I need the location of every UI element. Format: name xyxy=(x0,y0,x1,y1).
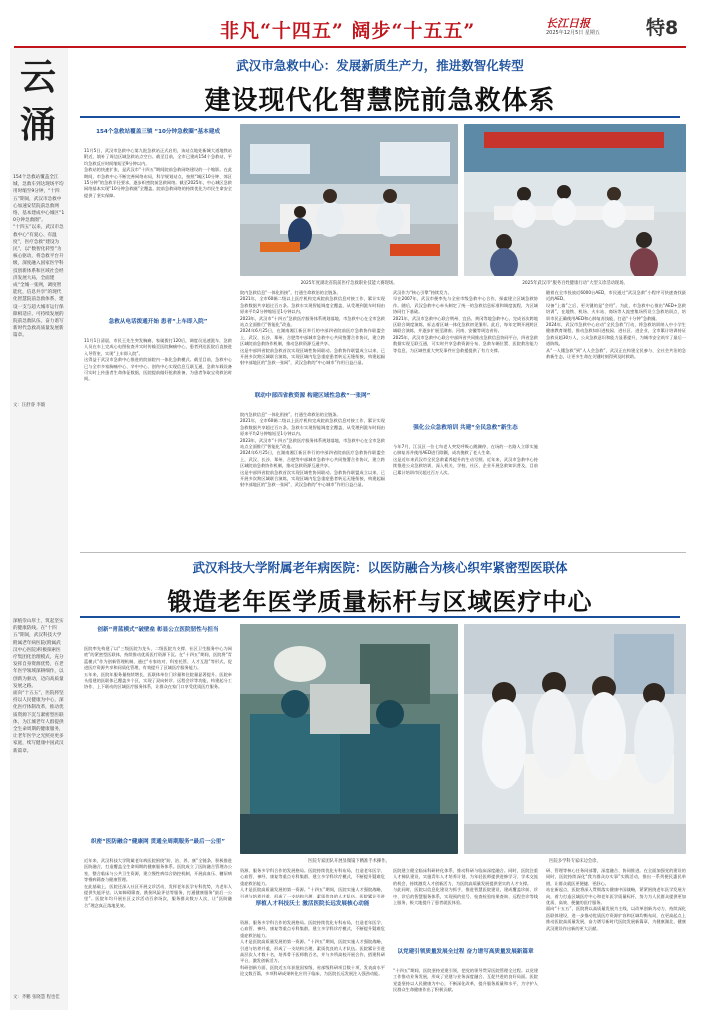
article1-photo-2-caption: 2025年武汉市“服务百姓健康行动”大型义诊活动现场。 xyxy=(522,281,628,286)
article1-headline: 建设现代化智慧院前急救体系 xyxy=(204,86,556,116)
article1-kicker: 武汉市急救中心：发展新质生产力，推进数智化转型 xyxy=(236,58,524,73)
article2-subhead-4: 以党建引领质量发展全过程 奋力谱写高质量发展新篇章 xyxy=(397,949,534,955)
article2-subhead-3: 厚植人才科技沃土 激活医院长远发展核心动能 xyxy=(255,901,370,907)
header-divider xyxy=(14,46,686,48)
article1-photo-1 xyxy=(240,124,458,276)
article2-photo-1-caption: 医院专家团队开展显微镜下精准手术操作。 xyxy=(308,859,390,864)
article2-col3-text: 医院建立健全临床科研转化体系，推动科研与临床深度融合。同时，医院注重人才梯队建设，实施青年人才培养计划，为年轻医师提供进修学习、学术交流的机会，持续激发人才创新活力，为医院高质量发展提供坚实的人才支撑。 与此同时，医院以信息化建设为抓手，推进智慧医院建设，建成覆盖诊前、诊中、诊后的智慧服务体系，实现预约挂号、检查检验结果查询、远程会诊等线上服务，极大地提升了患者就医体验。 xyxy=(393,868,538,906)
article1-col4-text: 随着在全市投放近6000台AED，市民通过“武汉急救”小程序可快速查找最近的AED。 设备“上墙”之后，更关键的是“会用”。为此，市急救中心推出“AED+急救培训”，在地铁、机场、火车站、商场等人流密集场所设立急救培训点，培训市民正确使用AED和心肺复苏技能，打造“十分钟”急救圈。 2024年，武汉市急救中心启动“全民急救”行动，将急救培训纳入中小学生健康教育课程，推动急救知识进校园、进社区、进企业，全市累计培训持证急救员超30万人，公众急救意识和能力显著提升，为城市安全筑牢了最后一道防线。 从“一人懂急救”到“人人会急救”，武汉正在构建全民参与、全社会共治的急救新生态，让更多生命在关键时刻得到及时救助。 xyxy=(546,290,686,360)
column-logo-char-2: 涌 xyxy=(19,104,56,146)
column-byline-2: 文：齐鹏 张晓慧 程也佳 xyxy=(13,995,60,1000)
column-byline-1: 文：汪舒睿 李璇 xyxy=(13,403,46,408)
article1-subhead-4: 强化公众急救培训 共建“全民急救”新生态 xyxy=(413,425,518,431)
article2-col3-text-b: “十四五”期间，医院坚持党建引领，把党的领导贯穿医院管理全过程。以党建工作推动业务发展，形成了党建与业务深度融合、互促共进的良好局面。医院党委坚持以人民健康为中心，不断深化改革，提升服务质量和水平，为守护人民群众生命健康作出了积极贡献。 xyxy=(393,968,538,993)
column-text-2: 深植崇山厚土，筑起坚实的健康防线。在“十四五”期间，武汉科技大学附属老年病医院(附属武汉中心医院)积极探索医疗集团化治理模式，充分发挥自身资源优势，在老年医学领域深耕细作，以创新为驱动，迈向高质量发展之路。 面向“十五五”，医院将坚持以人民健康为中心，深化医疗体制改革，推动优质资源下沉与紧密型医联体，为江城老年人群提供全生命周期的健康服务，让老年医学之光照亮更多家庭，续写健康中国武汉新篇章。 xyxy=(13,619,64,754)
article1-photo-1-caption: 2025年度湖北省院前医疗急救职业技能大赛现场。 xyxy=(300,281,398,286)
article2-col2-text-top: 资源、服务多学科合作的发展格局。医院持续优化专科布局，打造老年医学、心血管、神经、康复等重点专科集群，建立多学科诊疗模式，不断提升疑难危重症救治能力。 人才是医院高质量发展的第一资源。“十四五”期间，医院实施人才强院战略，引进与培养并重，形成了一支结构合理、素质优良的人才队伍。医院累计引进 xyxy=(240,868,385,898)
section-title: 非凡“十四五” 阔步“十五五” xyxy=(220,20,476,42)
column-text-1: 154个急救站覆盖全江城，急救车到达现场平均用时缩至9分钟，“十四五”期间，武汉市急救中心加速安装院前急救网络，基本建成中心城区“10分钟急救圈”。 “十四五”以来，武汉市急救中心“有爱心、有温度”，医疗急救“建设为民”，以“数智化转型”为核心驱动，将急救平台升级，深度融入国家医学科技创新体系和区域社会经济发展大局，全面建成“全城一张网，调度智能化，信息共享”的现代化智慧院前急救体系，建设一支与超大城市运行保障相适应、可持续发展的院前急救队伍。奋力谱写新时代急救高质量发展新篇章。 xyxy=(13,175,65,339)
article2-kicker: 武汉科技大学附属老年病医院：以医防融合为核心织牢紧密型医联体 xyxy=(192,560,568,575)
page-number: 特8 xyxy=(646,17,679,39)
article2-subhead-1: 创新“青蓝模式”破壁垒 彰显公立医院韧性与担当 xyxy=(97,627,219,633)
article2-col2-text: 资源、服务多学科合作的发展格局。医院持续优化专科布局，打造老年医学、心血管、神经、康复等重点专科集群，建立多学科诊疗模式，不断提升疑难危重症救治能力。 人才是医院高质量发展的第一资源。“十四五”期间，医院实施人才强院战略，引进与培养并重，形成了一支结构合理、素质优良的人才队伍。医院累计引进高层次人才数十名，培养骨干医师数百名，并与多所高校开展合作，搭建科研平台，激发创新活力。 科研创新方面，医院近五年获批国家级、省部级科研项目数十项，发表高水平论文数百篇，多项科研成果转化应用于临床，为医院长远发展注入强劲动能。 xyxy=(240,920,385,977)
newspaper-logo: 长江日报 xyxy=(546,17,590,30)
article1-subhead-2: 急救从电话拨通开始 患者“上车即入院” xyxy=(108,319,208,325)
article2-headline: 锻造老年医学质量标杆与区域医疗中心 xyxy=(167,588,593,616)
article2-photo-2 xyxy=(464,624,686,854)
article1-col2-text-b: 院内急救信息“一体化衔接”，打通生命救治的全链条。 2021年，全市60辆二级以上医疗机构完成院前急救信息对接工作，累计实现急救数据共享超过百万条。急救车实现智能调度全覆盖，从受理到派车时间由原来平均2分钟缩短至1分钟以内。 2023年，武汉市“十四五”急救医疗服务体系规划落地，市急救中心在全市急救站点全面推行“智能化”改造。 2024年6月25日，在湖南湘江新区举行的中部四省院前医疗急救协作联盟会上，武汉、长沙、郑州、合肥等中部城市急救中心共同签署合作协议，建立跨区域院前急救协作机制，推动急救资源互通共享。 这是中部四省院前急救首次实现区域性协同联动。急救协作联盟成立以来，已开展多次跨区域联合演练，实现区域内危急重症患者转运无缝衔接，构建起辐射中部地区的“急救一张网”，武汉急救的“中心城市”作用日益凸显。 xyxy=(240,412,385,488)
article1-subhead-3: 联动中部四省救资源 构建区域性急救“一张网” xyxy=(254,393,371,399)
article1-col3-text-b: 今年7月，江汉区一位七旬老人突发呼吸心跳骤停，在场的一名路人立即实施心肺复苏并使用AED进行除颤，成功挽救了老人生命。 这是近年来武汉市全民急救素养提升的生动写照。近年来，武汉市急救中心持续推进公众急救培训，深入机关、学校、社区、企业开展急救知识普及，目前已累计培训市民超过百万人次。 xyxy=(393,444,538,475)
article1-col1-text-b: 11月1日清晨，市民王先生突发胸痛，家属拨打120后，调度员迅速派车，急救人员在车上完成心电图检查并实时传输至医院胸痛中心，患者到达医院后直接进入导管室，实现“上车即入院”。 这得益于武汉市急救中心推进的院前院内一体化急救模式。截至目前，急救中心已与全市多家胸痛中心、卒中中心、创伤中心实现信息互联互通，急救车载设备可实时上传患者生命体征数据，医院提前做好抢救准备，为患者争取宝贵救治时间。 xyxy=(84,338,232,382)
article2-photo-2-caption: 医院多学科专家床边会诊。 xyxy=(549,859,601,864)
article2-col1-text-b: 近年来，武汉科技大学附属老年病医院围绕“防、治、养、康”全链条，积极推进医防融合，打造覆盖全生命周期的健康服务体系。医院成立了医防融合管理办公室，整合临床与公共卫生资源，建立慢性病综合防控机制，开展高血压、糖尿病等慢病筛查与健康管理。 在此基础上，医院还深入社区开展义诊活动，发挥老年医学专科优势，为老年人提供失能评估、认知障碍筛查、跌倒风险评估等服务，打通健康服务“最后一公里”。医院年均开展社区义诊活动百余场次，服务群众数万人次，让“医防融合”理念真正落地见效。 xyxy=(84,858,232,908)
article2-photo-1 xyxy=(240,624,458,854)
article1-photo-2 xyxy=(464,124,686,276)
article1-col3-text: 武汉作为“核心引擎”持续发力。 早在2007年，武汉市便率先与全省市级急救中心合作，探索建立区域急救协作。随后，武汉急救中心牵头制定了统一的急救信息标准和调度流程，为区域协同打下基础。 2021年，武汉市急救中心联合荆州、宜昌、黄冈等地急救中心，完成首次跨地区联合调度演练，标志着区域一体化急救初见雏形。此后，每年定期开展跨区域联合演练，并逐步扩展至湖南、河南、安徽等周边省份。 2025年，武汉市急救中心联合中部四省共同推出急救信息协同平台，四省急救数据实现互联互通，可实时共享急救资源分布、急救车辆位置、医院救治能力等信息，为区域性重大突发事件应急救援提供了有力支撑。 xyxy=(393,290,538,353)
column-logo-char-1: 云 xyxy=(19,56,56,98)
section-divider xyxy=(80,552,686,553)
article1-col1-text: 11月5日，武汉市急救中心第九批急救站正式启用，该站点地处新城大道地铁站附近，填补了周边区域急救站点空白。截至目前，全市已建成154个急救站，平均急救反应时间缩短至9分钟以内。 急救站的快速扩张，是武汉市“十四五”期间院前急救网络建设的一个缩影。在此期间，市急救中心不断完善网络布局，科学规划站点，按照“城区10分钟、郊区15分钟”的急救半径要求，逐步织密院前急救网络。截至2025年，中心城区急救网络基本实现“10分钟急救圈”全覆盖。院前急救网络的持续优化为市民生命安全提供了坚实保障。 xyxy=(84,148,232,198)
article2-col4-text: 研、管理等核心任务同部署，深度融合、协同推进。在全面加强党的建设的同时，医院持续深化“我为群众办实事”实践活动，推出一系列便民惠民举措，让群众就医更便捷、更舒心。 站在新起点，医院将深入贯彻落实健康中国战略，紧紧围绕老年医学发展方向，着力打造区域医疗中心和老年医学质量标杆，努力为人民群众提供更加优质、高效、便捷的医疗服务。 面向“十五五”，医院将以高质量发展为主线，以改革创新为动力，持续深化医联体建设，进一步推动优质医疗资源扩容和区域均衡布局，在更高起点上推动医院高质量发展，奋力谱写新时代医院发展新篇章，为健康湖北、健康武汉建设作出新的更大贡献。 xyxy=(546,868,686,931)
article1-col2-text: 院内急救信息“一体化衔接”，打通生命救治的全链条。 2021年，全市60辆二级以上医疗机构完成院前急救信息对接工作，累计实现急救数据共享超过百万条。急救车实现智能调度全覆盖，从受理到派车时间由原来平均2分钟缩短至1分钟以内。 2023年，武汉市“十四五”急救医疗服务体系规划落地，市急救中心在全市急救站点全面推行“智能化”改造。 2024年6月25日，在湖南湘江新区举行的中部四省院前医疗急救协作联盟会上，武汉、长沙、郑州、合肥等中部城市急救中心共同签署合作协议，建立跨区域院前急救协作机制，推动急救资源互通共享。 这是中部四省院前急救首次实现区域性协同联动。急救协作联盟成立以来，已开展多次跨区域联合演练，实现区域内危急重症患者转运无缝衔接，构建起辐射中部地区的“急救一张网”，武汉急救的“中心城市”作用日益凸显。 xyxy=(240,290,385,366)
article1-subhead-1: 154个急救站覆盖三镇 “10分钟急救圈”基本建成 xyxy=(96,129,220,135)
article1-divider xyxy=(80,116,680,118)
issue-date: 2025年12月5日 星期五 xyxy=(546,30,600,36)
article2-subhead-2: 织密“医防融合”健康网 贯通全周期服务“最后一公里” xyxy=(90,839,226,845)
article2-divider xyxy=(80,616,680,618)
article2-col1-text: 医院率先构建了以“三级医院为龙头、二级医院为支撑、社区卫生服务中心为网底”的紧密型医联体，持续推动优质医疗资源下沉。在“十四五”期间，医院将“青蓝模式”作为创新管理机制，通过“专家结对、科室托管、人才互派”等形式，促进医疗资源共享和同质化管理，有效提升了区域医疗服务能力。 五年来，医院年服务量持续增长，医联体单位门诊量和住院量显著提升。医院牵头组建的医联体已覆盖多个区，实现了双向转诊、远程会诊等功能，构建起分工协作、上下联动的区域医疗服务体系，让群众在家门口享受优质医疗服务。 xyxy=(84,646,232,690)
